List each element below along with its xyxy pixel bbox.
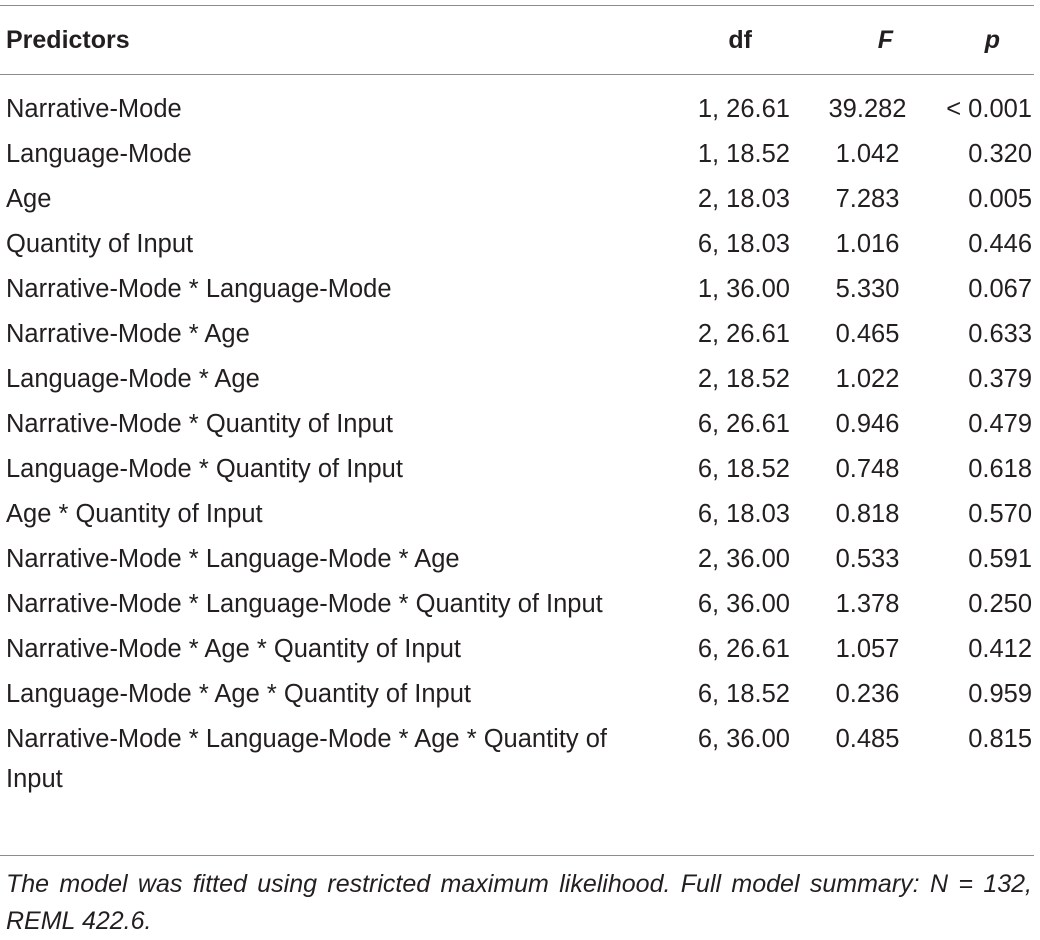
df-cell: 6, 26.61 [697, 635, 790, 663]
predictor-cell: Age [6, 185, 52, 213]
predictor-cell: Language-Mode [6, 140, 192, 168]
table-row [0, 716, 1034, 801]
table-row [0, 536, 1034, 581]
f-value-cell: 0.946 [835, 410, 900, 438]
p-value-cell: 0.379 [968, 365, 1032, 393]
df-cell: 6, 18.52 [697, 455, 790, 483]
predictor-cell: Age * Quantity of Input [6, 500, 263, 528]
df-cell: 2, 18.52 [697, 365, 790, 393]
predictor-cell: Quantity of Input [6, 230, 194, 258]
table-row [0, 671, 1034, 716]
table-header-row [0, 6, 1034, 74]
p-value-cell: 0.591 [968, 545, 1032, 573]
table-row [0, 626, 1034, 671]
f-value-cell: 0.485 [835, 725, 900, 753]
header-f: F [877, 25, 893, 54]
p-value-cell: 0.633 [968, 320, 1032, 348]
table-row [0, 176, 1034, 221]
table-row [0, 266, 1034, 311]
p-value-cell: 0.959 [968, 680, 1032, 708]
f-value-cell: 7.283 [835, 185, 900, 213]
table-body [0, 74, 1034, 801]
df-cell: 6, 18.03 [697, 500, 790, 528]
df-cell: 6, 18.03 [697, 230, 790, 258]
f-value-cell: 0.465 [835, 320, 900, 348]
header-predictors: Predictors [6, 25, 130, 54]
header-df: df [728, 25, 752, 54]
f-value-cell: 0.748 [835, 455, 900, 483]
predictor-cell: Language-Mode * Age [6, 365, 260, 393]
anova-table [0, 6, 1034, 801]
predictor-cell: Narrative-Mode * Age * Quantity of Input [6, 635, 461, 663]
table-row [0, 131, 1034, 176]
table-row [0, 491, 1034, 536]
p-value-cell: < 0.001 [946, 95, 1032, 123]
p-value-cell: 0.320 [968, 140, 1032, 168]
p-value-cell: 0.005 [968, 185, 1032, 213]
table-row [0, 401, 1034, 446]
predictor-cell: Language-Mode * Age * Quantity of Input [6, 680, 472, 708]
table-bottom-rule [0, 855, 1034, 856]
predictor-cell: Language-Mode * Quantity of Input [6, 455, 403, 483]
p-value-cell: 0.250 [968, 590, 1032, 618]
predictor-cell: Narrative-Mode * Quantity of Input [6, 410, 393, 438]
df-cell: 1, 18.52 [697, 140, 790, 168]
table-row [0, 311, 1034, 356]
p-value-cell: 0.570 [968, 500, 1032, 528]
predictor-cell: Narrative-Mode * Language-Mode * Quantity of Input [6, 590, 603, 618]
p-value-cell: 0.618 [968, 455, 1032, 483]
f-value-cell: 39.282 [828, 95, 907, 123]
df-cell: 2, 26.61 [697, 320, 790, 348]
table-row [0, 446, 1034, 491]
f-value-cell: 0.533 [835, 545, 900, 573]
f-value-cell: 1.378 [835, 590, 900, 618]
predictor-cell: Narrative-Mode * Language-Mode * Age * Quantity of Input [6, 725, 608, 793]
df-cell: 6, 18.52 [697, 680, 790, 708]
p-value-cell: 0.412 [968, 635, 1032, 663]
df-cell: 1, 36.00 [697, 275, 790, 303]
table-row [0, 221, 1034, 266]
f-value-cell: 5.330 [835, 275, 900, 303]
p-value-cell: 0.479 [968, 410, 1032, 438]
p-value-cell: 0.446 [968, 230, 1032, 258]
df-cell: 2, 36.00 [697, 545, 790, 573]
p-value-cell: 0.815 [968, 725, 1032, 753]
predictor-cell: Narrative-Mode * Language-Mode [6, 275, 392, 303]
f-value-cell: 0.236 [835, 680, 900, 708]
table-row [0, 356, 1034, 401]
predictor-cell: Narrative-Mode * Age [6, 320, 250, 348]
header-p: p [984, 25, 1000, 54]
df-cell: 6, 36.00 [697, 725, 790, 753]
table-footnote: The model was fitted using restricted maximum likelihood. Full model summary: N = 132, REML 422.6. [6, 870, 1032, 935]
df-cell: 1, 26.61 [697, 95, 790, 123]
df-cell: 6, 26.61 [697, 410, 790, 438]
f-value-cell: 0.818 [835, 500, 900, 528]
f-value-cell: 1.042 [835, 140, 900, 168]
f-value-cell: 1.057 [835, 635, 900, 663]
f-value-cell: 1.022 [835, 365, 900, 393]
predictor-cell: Narrative-Mode * Language-Mode * Age [6, 545, 460, 573]
table-row [0, 74, 1034, 131]
predictor-cell: Narrative-Mode [6, 95, 182, 123]
table-row [0, 581, 1034, 626]
df-cell: 2, 18.03 [697, 185, 790, 213]
p-value-cell: 0.067 [968, 275, 1032, 303]
f-value-cell: 1.016 [835, 230, 900, 258]
df-cell: 6, 36.00 [697, 590, 790, 618]
